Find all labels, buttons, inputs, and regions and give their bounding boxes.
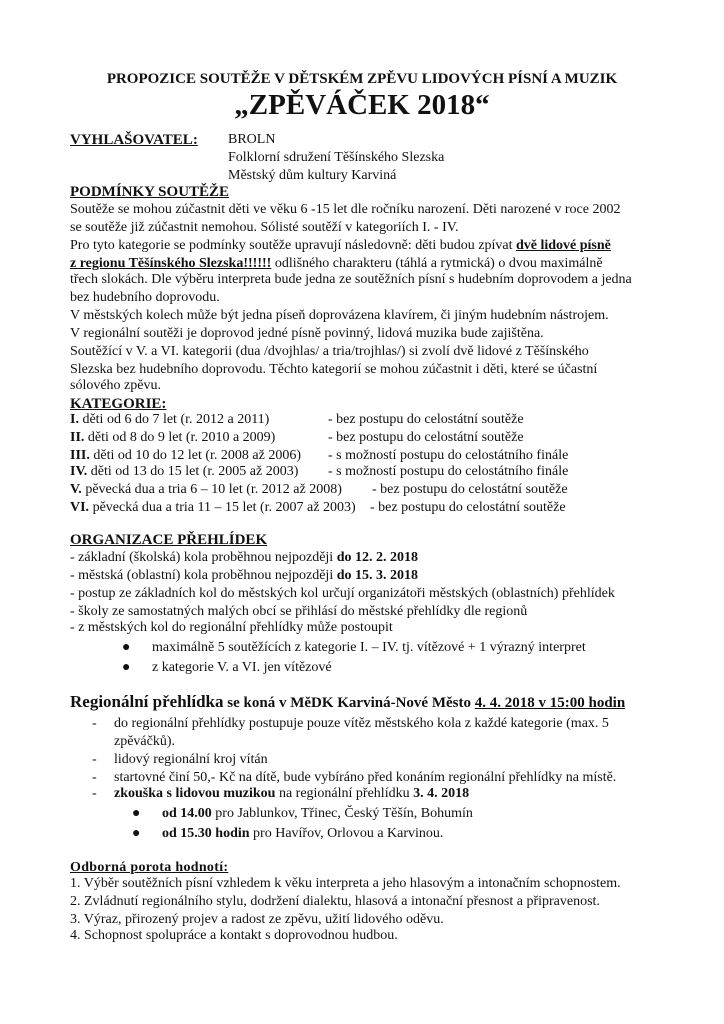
- organizace-line: - školy ze samostatných malých obcí se přihlásí do městské přehlídky dle regionů: [70, 604, 528, 619]
- category-text: děti od 10 do 12 let (r. 2008 až 2006): [89, 448, 301, 463]
- category-number: I.: [70, 412, 79, 427]
- kategorie-heading: KATEGORIE:: [70, 396, 167, 412]
- category-item: [70, 430, 275, 446]
- bullet-icon: ●: [122, 640, 131, 655]
- organizace-line: - postup ze základních kol do městských kol určují organizátoři městských (oblastních) přehlídek: [70, 586, 615, 601]
- paragraph-line: V regionální soutěži je doprovod jedné písně povinný, lidová muzika bude zajištěna.: [70, 326, 544, 341]
- dash-item-continued: zpěváčků).: [114, 734, 176, 749]
- bullet-text: maximálně 5 soutěžících z kategorie I. – IV. tj. vítězové + 1 výrazný interpret: [152, 640, 586, 655]
- document-title-line1: PROPOZICE SOUTĚŽE V DĚTSKÉM ZPĚVU LIDOVÝCH PÍSNÍ A MUZIK: [106, 71, 618, 87]
- bullet-icon: ●: [132, 826, 141, 841]
- vyhlasovatel-line: Folklorní sdružení Těšínského Slezska: [228, 150, 445, 165]
- text-span: odlišného charakteru (táhlá a rytmická) o dvou maximálně: [271, 256, 603, 271]
- category-text: pěvecká dua a tria 6 – 10 let (r. 2012 až 2008): [81, 482, 342, 497]
- porota-heading: Odborná porota hodnotí:: [70, 860, 229, 875]
- vyhlasovatel-line: BROLN: [228, 132, 276, 147]
- porota-item: 2. Zvládnutí regionálního stylu, dodržení dialektu, hlasová a intonační přesnost a připravenost.: [70, 894, 600, 909]
- paragraph-line: se soutěže již zúčastnit nemohou. Sólisté soutěží v kategoriích I. - IV.: [70, 220, 459, 235]
- category-item: [70, 464, 298, 480]
- category-text: pěvecká dua a tria 11 – 15 let (r. 2007 až 2003): [89, 500, 356, 515]
- date-text: do 15. 3. 2018: [336, 568, 419, 583]
- bullet-item: [122, 660, 332, 676]
- category-number: IV.: [70, 464, 88, 479]
- porota-item: 4. Schopnost spolupráce a kontakt s doprovodnou hudbou.: [70, 928, 398, 943]
- vyhlasovatel-line: Městský dům kultury Karviná: [228, 168, 397, 183]
- paragraph-line: [70, 238, 611, 254]
- emphasis-text: zkouška s lidovou muzikou: [114, 786, 276, 801]
- paragraph-line: sólového zpěvu.: [70, 378, 161, 393]
- paragraph-line: třech slokách. Dle výběru interpreta bude jedna ze soutěžních písní s hudebním doprovodem a jedna: [70, 272, 632, 287]
- category-note: - bez postupu do celostátní soutěže: [328, 412, 524, 427]
- dash-icon: -: [92, 716, 97, 731]
- document-title-line2: „ZPĚVÁČEK 2018“: [234, 89, 490, 121]
- dash-icon: -: [92, 752, 97, 767]
- category-text: děti od 8 do 9 let (r. 2010 a 2009): [84, 430, 276, 445]
- time-text: od 14.00: [162, 806, 212, 821]
- organizace-line: - z městských kol do regionální přehlídky může postoupit: [70, 620, 393, 635]
- dash-text: do regionální přehlídky postupuje pouze vítěz městského kola z každé kategorie (max. 5: [114, 716, 609, 731]
- paragraph-line: Slezska bez hudebního doprovodu. Těchto kategorií se mohou zúčastnit i děti, které se účastní: [70, 362, 598, 377]
- text-span: - základní (školská) kola proběhnou nejpozději: [70, 550, 337, 565]
- date-text: 3. 4. 2018: [413, 786, 470, 801]
- category-note: - bez postupu do celostátní soutěže: [372, 482, 568, 497]
- category-number: III.: [70, 448, 90, 463]
- category-item: [70, 500, 356, 516]
- schedule-text: pro Jablunkov, Třinec, Český Těšín, Bohumín: [211, 806, 473, 821]
- dash-text: startovné činí 50,- Kč na dítě, bude vybíráno před konáním regionální přehlídky na místě.: [114, 770, 617, 785]
- dash-item: [92, 752, 268, 768]
- bullet-icon: ●: [132, 806, 141, 821]
- category-item: [70, 412, 269, 428]
- category-text: děti od 6 do 7 let (r. 2012 a 2011): [78, 412, 270, 427]
- category-note: - s možností postupu do celostátního finále: [328, 448, 569, 463]
- porota-item: 1. Výběr soutěžních písní vzhledem k věku interpreta a jeho hlasovým a intonačním schopnostem.: [70, 876, 621, 891]
- dash-item: [92, 786, 469, 802]
- regionalni-date: 4. 4. 2018 v 15:00 hodin: [474, 695, 626, 711]
- organizace-heading: ORGANIZACE PŘEHLÍDEK: [70, 532, 268, 548]
- text-span: Pro tyto kategorie se podmínky soutěže upravují následovně: děti budou zpívat: [70, 238, 516, 253]
- date-text: do 12. 2. 2018: [336, 550, 418, 565]
- dash-icon: -: [92, 770, 97, 785]
- regionalni-heading: [70, 694, 625, 711]
- organizace-line: [70, 550, 418, 566]
- bullet-text: z kategorie V. a VI. jen vítězové: [152, 660, 332, 675]
- paragraph-line: bez hudebního doprovodu.: [70, 290, 220, 305]
- porota-item: 3. Výraz, přirozený projev a radost ze zpěvu, užití lidového oděvu.: [70, 912, 444, 927]
- schedule-text: pro Havířov, Orlovou a Karvinou.: [249, 826, 444, 841]
- category-note: - bez postupu do celostátní soutěže: [328, 430, 524, 445]
- organizace-line: [70, 568, 418, 584]
- category-note: - bez postupu do celostátní soutěže: [370, 500, 566, 515]
- category-item: [70, 448, 301, 464]
- dash-item: [92, 770, 616, 786]
- time-text: od 15.30 hodin: [162, 826, 250, 841]
- bullet-icon: ●: [122, 660, 131, 675]
- category-text: děti od 13 do 15 let (r. 2005 až 2003): [87, 464, 299, 479]
- text-span: - městská (oblastní) kola proběhnou nejpozději: [70, 568, 337, 583]
- regionalni-title: Regionální přehlídka: [70, 692, 224, 711]
- paragraph-line: Soutěže se mohou zúčastnit děti ve věku 6 -15 let dle ročníku narození. Děti narozené v roce 2002: [70, 202, 621, 217]
- emphasis-text: dvě lidové písně: [515, 238, 611, 253]
- paragraph-line: [70, 256, 603, 272]
- category-number: VI.: [70, 500, 90, 515]
- category-number: II.: [70, 430, 85, 445]
- schedule-item: [132, 826, 443, 842]
- regionalni-venue: se koná v MěDK Karviná-Nové Město: [223, 695, 475, 711]
- podminky-heading: PODMÍNKY SOUTĚŽE: [70, 184, 230, 200]
- paragraph-line: V městských kolech může být jedna píseň doprovázena klavírem, či jiným hudebním nástrojem.: [70, 308, 609, 323]
- paragraph-line: Soutěžící v V. a VI. kategorii (dua /dvojhlas/ a tria/trojhlas/) si zvolí dvě lidové z Těšínského: [70, 344, 589, 359]
- dash-item: [92, 716, 609, 732]
- category-item: [70, 482, 342, 498]
- vyhlasovatel-label: VYHLAŠOVATEL:: [70, 132, 198, 148]
- bullet-item: [122, 640, 586, 656]
- emphasis-text: z regionu Těšínského Slezska!!!!!!: [70, 256, 272, 271]
- category-note: - s možností postupu do celostátního finále: [328, 464, 569, 479]
- dash-text: lidový regionální kroj vítán: [114, 752, 268, 767]
- dash-text: na regionální přehlídku: [275, 786, 414, 801]
- dash-icon: -: [92, 786, 97, 801]
- category-number: V.: [70, 482, 82, 497]
- schedule-item: [132, 806, 473, 822]
